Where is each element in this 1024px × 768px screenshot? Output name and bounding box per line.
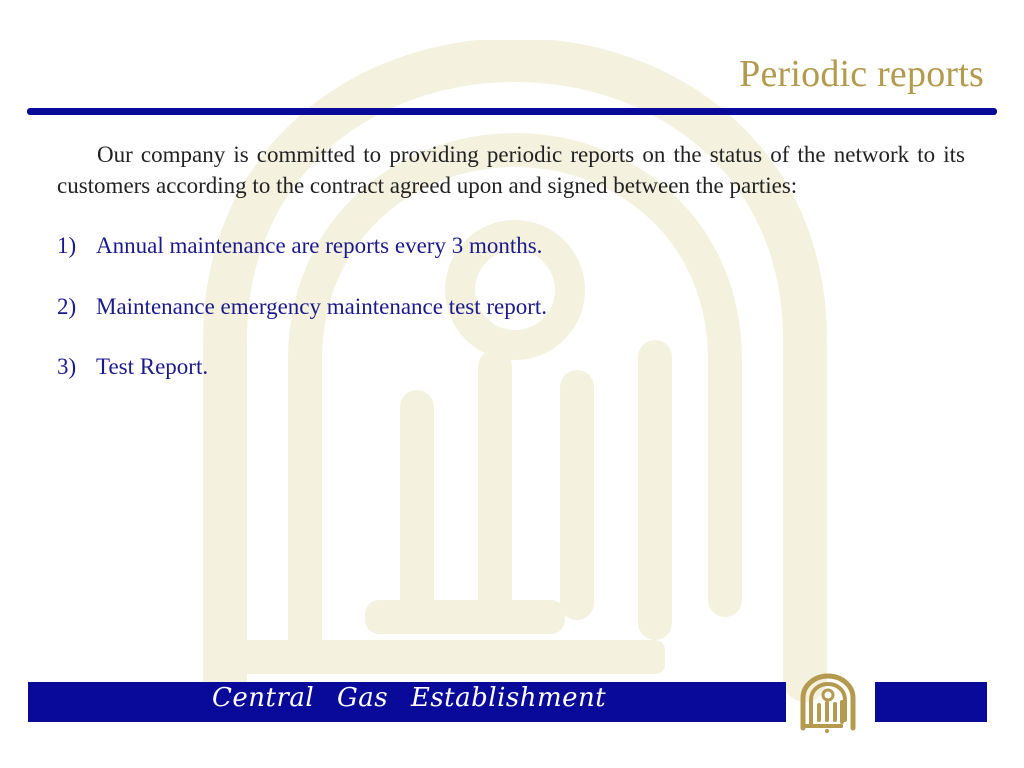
list-item [57, 352, 965, 383]
list-item-text: Annual maintenance are reports every 3 months. [96, 233, 543, 258]
footer-bar-right [875, 682, 987, 722]
footer-company-name: Central Gas Establishment [212, 683, 607, 713]
list-item-number: 3) [57, 354, 77, 379]
list-item [57, 231, 965, 262]
company-logo-icon [797, 672, 859, 734]
list-item-text: Test Report. [96, 354, 209, 379]
list-item-text: Maintenance emergency maintenance test report. [96, 293, 548, 319]
list-item-number: 2) [57, 293, 77, 319]
report-list [57, 231, 965, 383]
slide-content [57, 140, 965, 413]
list-item-number: 1) [57, 233, 77, 258]
list-item [57, 292, 965, 323]
title-divider [27, 108, 997, 115]
page-title: Periodic reports [739, 53, 984, 95]
intro-paragraph: Our company is committed to providing periodic reports on the status of the network to its customers according to the contract agreed upon and signed between the parties: [57, 142, 965, 198]
